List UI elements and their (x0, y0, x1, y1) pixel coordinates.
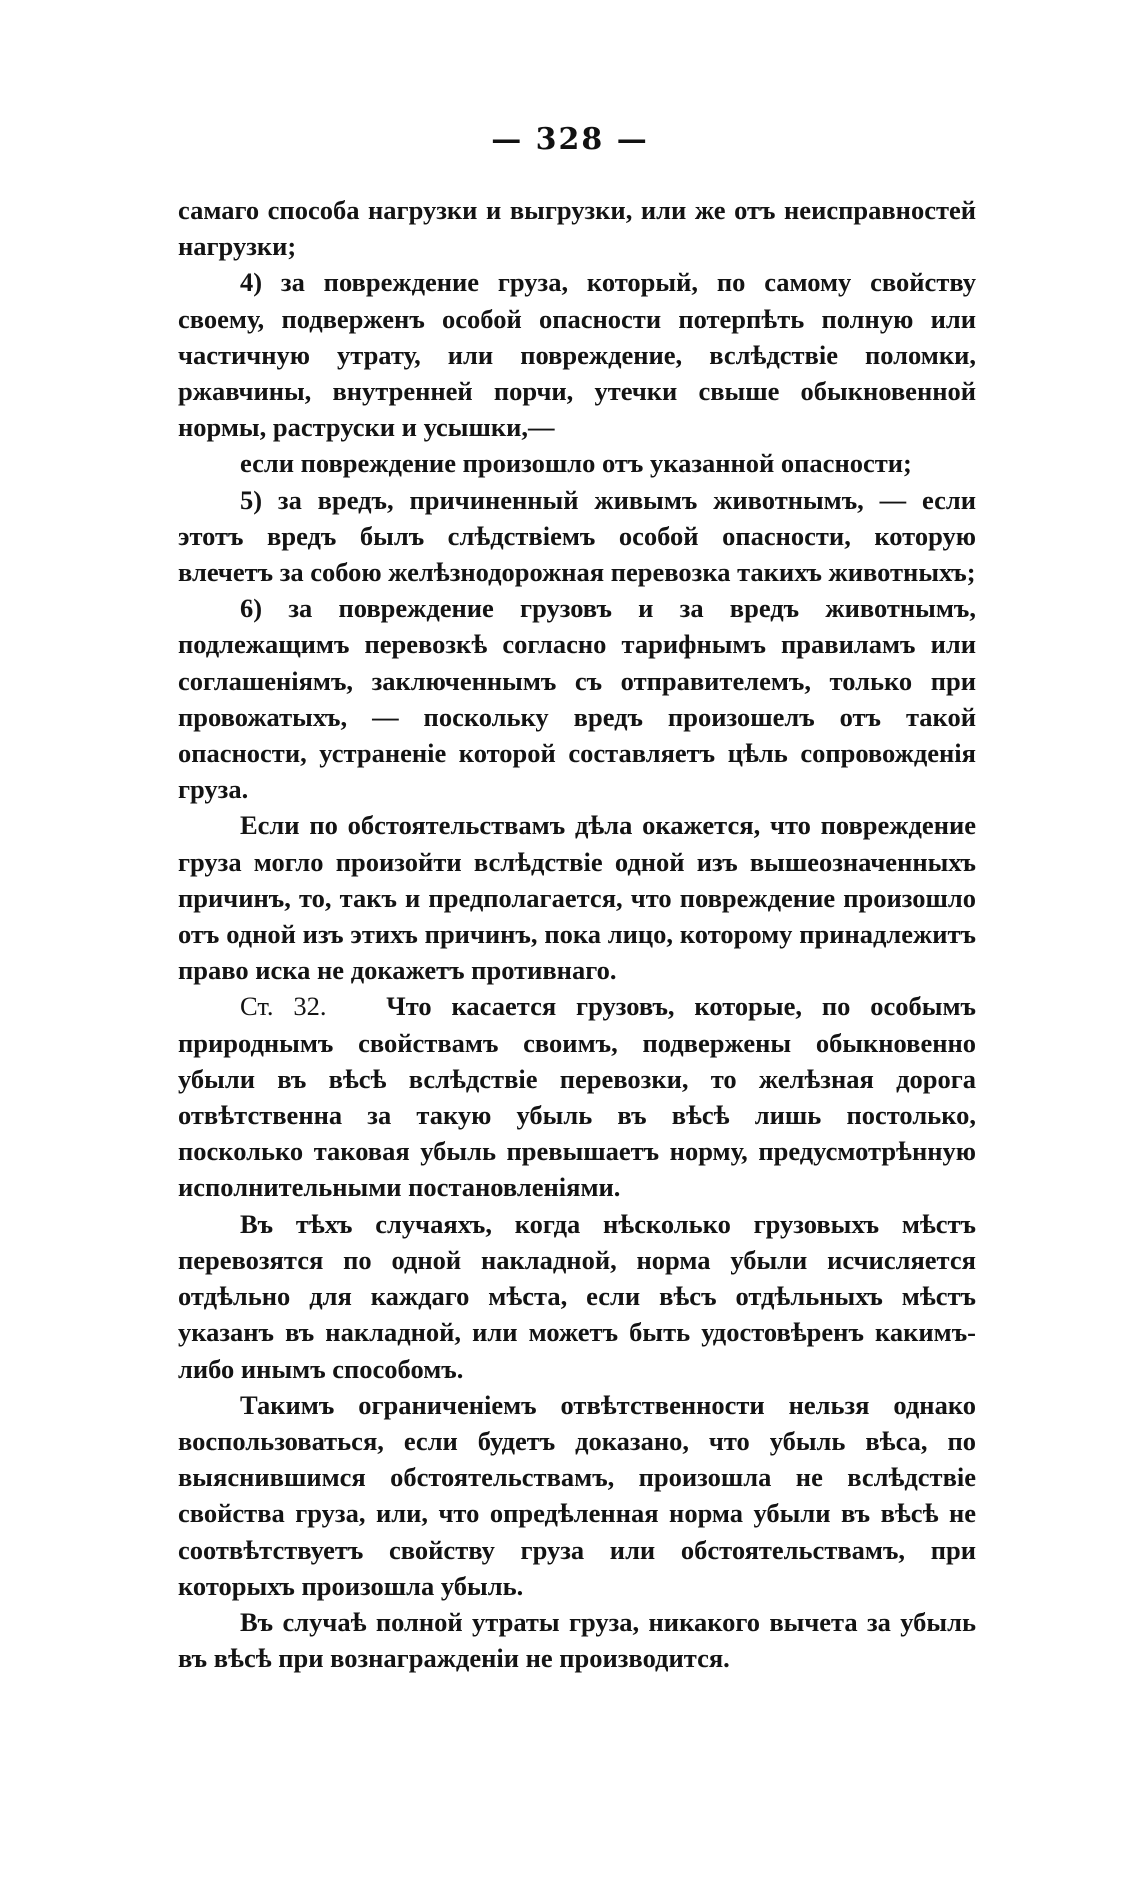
paragraph: 5) за вредъ, причиненный живымъ животнымъ, — если этотъ вредъ былъ слѣдствіемъ особой опасности, которую влечетъ за собою желѣзнодорожная перевозка такихъ животныхъ; (178, 484, 976, 588)
paragraph: Если по обстоятельствамъ дѣла окажется, что повреждение груза могло произойти вслѣдствіе одной изъ вышеозначенныхъ причинъ, то, такъ и предполагается, что повреждение произошло отъ одной изъ этихъ причинъ, пока лицо, которому принадлежитъ право иска не докажетъ противнаго. (178, 810, 976, 986)
article-number: Ст. 32. (240, 991, 327, 1022)
article-paragraph (178, 988, 976, 1205)
paragraph: Въ тѣхъ случаяхъ, когда нѣсколько грузовыхъ мѣстъ перевозятся по одной накладной, норма убыли исчисляется отдѣльно для каждаго мѣста, если вѣсъ отдѣльныхъ мѣстъ указанъ въ накладной, или можетъ быть удостовѣренъ какимъ-либо инымъ способомъ. (178, 1208, 976, 1384)
page-number: — 328 — (491, 122, 649, 157)
paragraph: 6) за повреждение грузовъ и за вредъ животнымъ, подлежащимъ перевозкѣ согласно тарифнымъ правиламъ или соглашеніямъ, заключеннымъ съ отправителемъ, только при провожатыхъ, — поскольку вредъ произошелъ отъ такой опасности, устраненіе которой составляетъ цѣль сопровожденія груза. (178, 593, 976, 805)
article-text: Что касается грузовъ, которые, по особымъ природнымъ свойствамъ своимъ, подвержены обыкновенно убыли въ вѣсѣ вслѣдствіе перевозки, то желѣзная дорога отвѣтственна за такую убыль въ вѣсѣ лишь постолько, посколько таковая убыль превышаетъ норму, предусмотрѣнную исполнительными постановленіями. (178, 991, 976, 1203)
paragraph: 4) за повреждение груза, который, по самому свойству своему, подверженъ особой опасности потерпѣть полную или частичную утрату, или повреждение, вслѣдствіе поломки, ржавчины, внутренней порчи, утечки свыше обыкновенной нормы, раструски и усышки,— (178, 267, 976, 443)
paragraph: если повреждение произошло отъ указанной опасности; (240, 448, 912, 479)
page-text (178, 192, 976, 1676)
paragraph: Въ случаѣ полной утраты груза, никакого вычета за убыль въ вѣсѣ при вознагражденіи не производится. (178, 1606, 976, 1674)
paragraph: Такимъ ограниченіемъ отвѣтственности нельзя однако воспользоваться, если будетъ доказано, что убыль вѣса, по выяснившимся обстоятельствамъ, произошла не вслѣдствіе свойства груза, или, что опредѣленная норма убыли въ вѣсѣ не соотвѣтствуетъ свойству груза или обстоятельствамъ, при которыхъ произошла убыль. (178, 1389, 976, 1601)
paragraph: самаго способа нагрузки и выгрузки, или же отъ неисправностей нагрузки; (178, 195, 976, 262)
